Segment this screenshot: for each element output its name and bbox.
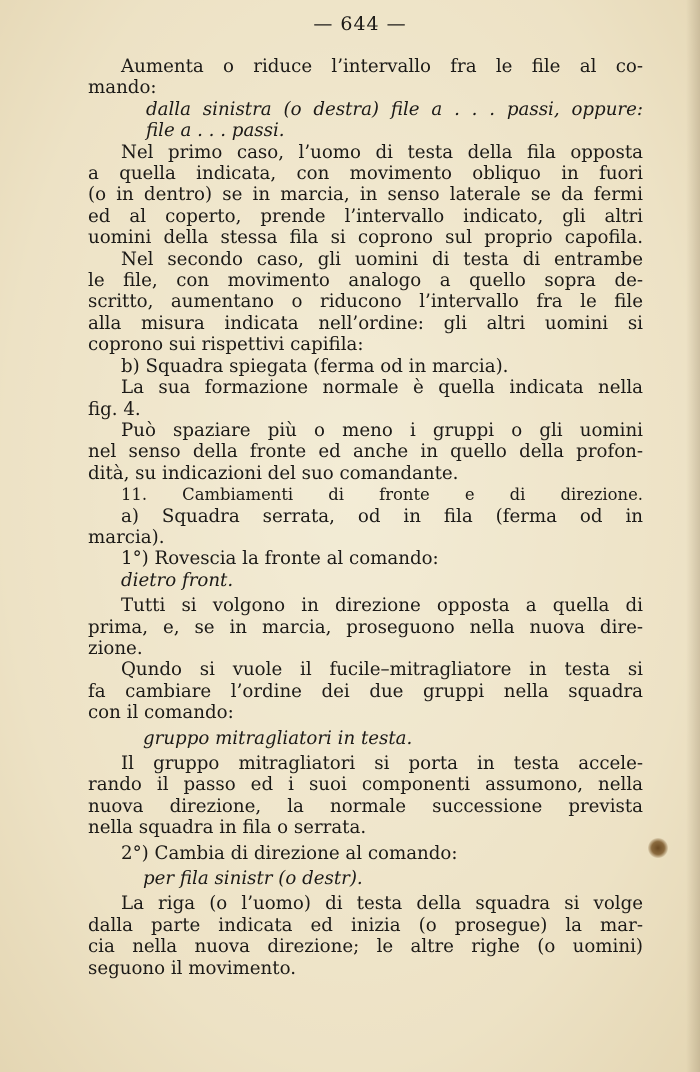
page-body bbox=[88, 56, 643, 979]
text-line: prima, e, se in marcia, proseguono nella nuova dire- bbox=[88, 616, 643, 638]
text-line: fig. 4. bbox=[88, 398, 141, 420]
section-heading-b bbox=[88, 356, 643, 377]
text-line: La sua formazione normale è quella indicata nella bbox=[121, 377, 643, 399]
paper-stain bbox=[648, 838, 668, 858]
text-line: coprono sui rispettivi capifila: bbox=[88, 334, 364, 356]
text-line: Nel primo caso, l’uomo di testa della fila opposta bbox=[121, 141, 643, 163]
paragraph bbox=[88, 595, 643, 659]
text-line: 1°) Rovescia la fronte al comando: bbox=[121, 548, 439, 570]
text-line: cia nella nuova direzione; le altre righe (o uomini) bbox=[88, 936, 643, 958]
text-line: dità, su indicazioni del suo comandante. bbox=[88, 462, 459, 484]
text-line: zione. bbox=[88, 637, 143, 659]
text-line: seguono il movimento. bbox=[88, 957, 296, 979]
command-line: per fila sinistr (o destr). bbox=[143, 868, 363, 890]
paragraph bbox=[88, 249, 643, 356]
text-line: le file, con movimento analogo a quello sopra de- bbox=[88, 270, 643, 292]
text-line: mando: bbox=[88, 77, 157, 99]
text-line: nel senso della fronte ed anche in quello della profon- bbox=[88, 441, 643, 463]
command-line bbox=[88, 570, 643, 591]
command-line: file a . . . passi. bbox=[146, 120, 285, 142]
text-line: dalla parte indicata ed inizia (o prosegue) la mar- bbox=[88, 914, 643, 936]
command-block bbox=[88, 728, 643, 749]
command-block bbox=[88, 868, 643, 889]
text-line: alla misura indicata nell’ordine: gli altri uomini si bbox=[88, 312, 643, 334]
paragraph bbox=[88, 753, 643, 839]
paragraph bbox=[88, 142, 643, 249]
text-line: rando il passo ed i suoi componenti assumono, nella bbox=[88, 774, 643, 796]
paragraph bbox=[88, 420, 643, 484]
text-line: Tutti si volgono in direzione opposta a quella di bbox=[121, 595, 643, 617]
text-line: Il gruppo mitragliatori si porta in testa accele- bbox=[121, 753, 643, 774]
text-line: ed al coperto, prende l’intervallo indicato, gli altri bbox=[88, 205, 643, 227]
command-line: dalla sinistra (o destra) file a . . . passi, oppure: bbox=[146, 98, 643, 120]
text-line: Può spaziare più o meno i gruppi o gli uomini bbox=[121, 419, 643, 441]
text-line: 11. Cambiamenti di fronte e di direzione. bbox=[121, 485, 643, 505]
section-heading-11 bbox=[88, 484, 643, 505]
text-line: dietro front. bbox=[121, 569, 234, 591]
text-line: 2°) Cambia di direzione al comando: bbox=[121, 842, 458, 864]
text-line: marcia). bbox=[88, 526, 165, 548]
text-line: nella squadra in fila o serrata. bbox=[88, 817, 367, 839]
text-line: fa cambiare l’ordine dei due gruppi nella squadra bbox=[88, 680, 643, 702]
command-block bbox=[88, 120, 643, 141]
text-line: (o in dentro) se in marcia, in senso laterale se da fermi bbox=[88, 184, 643, 206]
text-line: nuova direzione, la normale successione prevista bbox=[88, 795, 643, 817]
text-line: scritto, aumentano o riducono l’intervallo fra le file bbox=[88, 291, 643, 313]
text-line: uomini della stessa fila si coprono sul proprio capofila. bbox=[88, 227, 643, 249]
text-line: a) Squadra serrata, od in fila (ferma od in bbox=[121, 505, 643, 527]
command-block bbox=[88, 99, 643, 120]
paragraph bbox=[88, 893, 643, 979]
text-line: Qundo si vuole il fucile–mitragliatore in testa si bbox=[121, 659, 643, 681]
text-line: Nel secondo caso, gli uomini di testa di entrambe bbox=[121, 248, 643, 270]
page-number: — 644 — bbox=[313, 13, 407, 35]
text-line: con il comando: bbox=[88, 702, 234, 724]
command-line: gruppo mitragliatori in testa. bbox=[143, 727, 413, 749]
subheading-1 bbox=[88, 548, 643, 569]
text-line: Aumenta o riduce l’intervallo fra le file al co- bbox=[121, 56, 643, 77]
page-edge-shadow bbox=[686, 0, 700, 1072]
text-line: a quella indicata, con movimento obliquo in fuori bbox=[88, 163, 643, 185]
paragraph bbox=[88, 56, 643, 99]
text-line: b) Squadra spiegata (ferma od in marcia). bbox=[121, 355, 509, 377]
paragraph bbox=[88, 377, 643, 420]
paragraph bbox=[88, 659, 643, 723]
subheading-2 bbox=[88, 843, 643, 864]
text-line: La riga (o l’uomo) di testa della squadra si volge bbox=[121, 893, 643, 915]
section-heading-a bbox=[88, 506, 643, 549]
